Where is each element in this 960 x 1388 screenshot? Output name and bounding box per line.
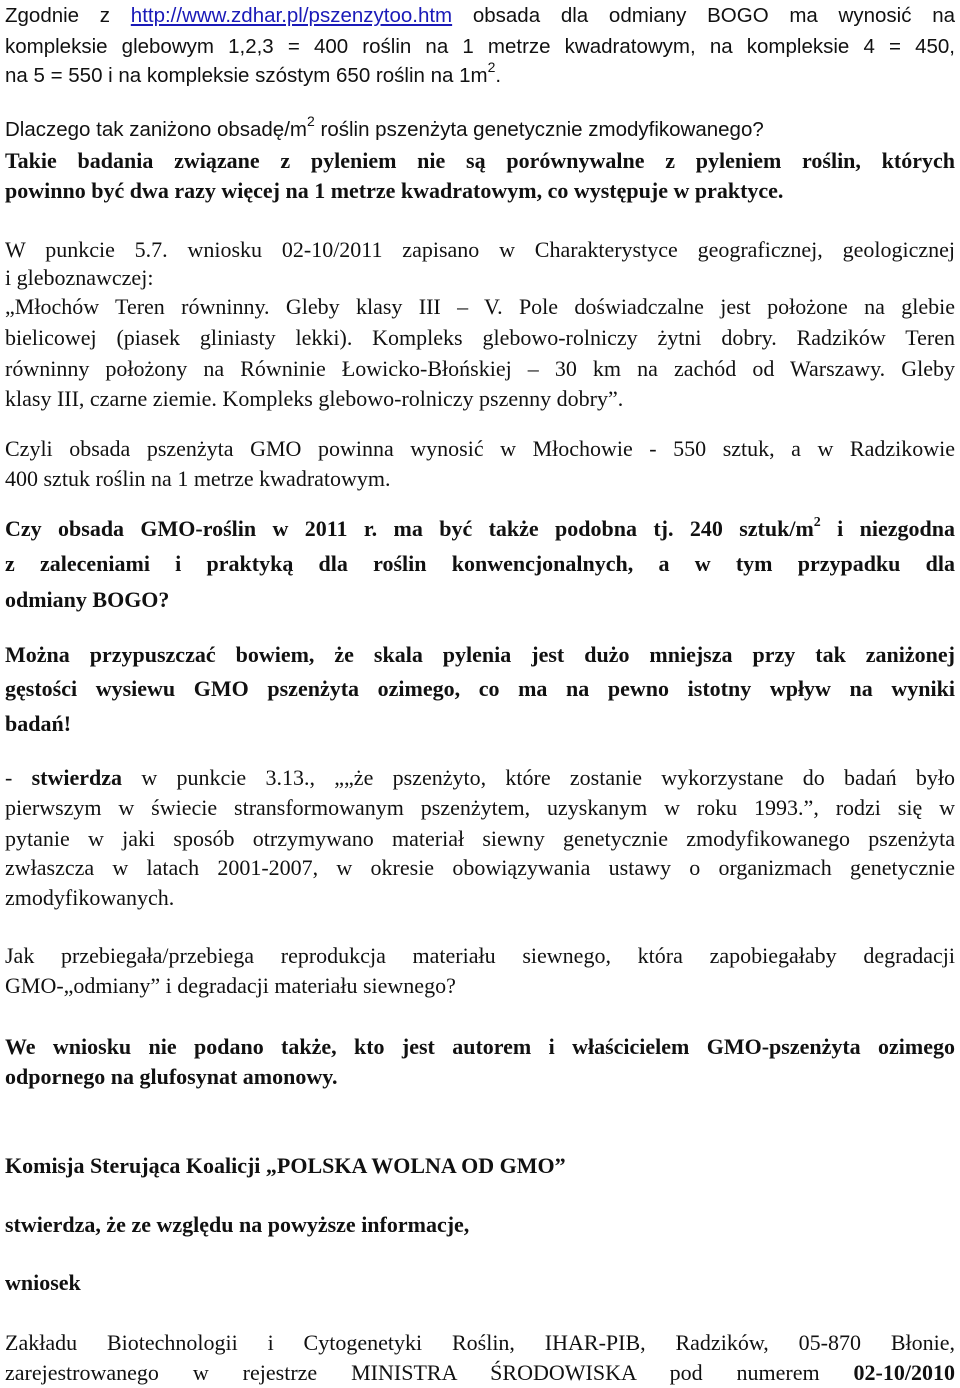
bold1-line2: powinno być dwa razy więcej na 1 metrze kwadratowym, co występuje w praktyce. bbox=[5, 178, 784, 203]
para1-text: na 5 = 550 i na kompleksie szóstym 650 roślin na 1m bbox=[5, 64, 488, 87]
para2-line6: klasy III, czarne ziemie. Kompleks glebowo-rolniczy pszenny dobry”. bbox=[5, 386, 624, 411]
source-link[interactable]: http://www.zdhar.pl/pszenzytoo.htm bbox=[130, 4, 453, 27]
question-text: roślin pszenżyta genetycznie zmodyfikowanego? bbox=[314, 118, 764, 141]
para4-line3: pytanie w jaki sposób otrzymywano materiał siewny genetycznie zmodyfikowanego pszenżyta bbox=[5, 826, 955, 851]
para3-line2: 400 sztuk roślin na 1 metrze kwadratowym. bbox=[5, 466, 391, 491]
bold2-line2: z zaleceniami i praktyką dla roślin konwencjonalnych, a w tym przypadku dla bbox=[5, 551, 955, 576]
para1-line2: kompleksie glebowym 1,2,3 = 400 roślin na 1 metrze kwadratowym, na kompleksie 4 = 450, bbox=[5, 35, 955, 58]
para4-line5: zmodyfikowanych. bbox=[5, 885, 175, 910]
para4-line1 bbox=[5, 765, 955, 791]
superscript: 2 bbox=[307, 113, 315, 130]
para2-line3: „Młochów Teren równinny. Gleby klasy III – V. Pole doświadczalne jest położone na glebie bbox=[5, 294, 955, 319]
bold4-line1: We wniosku nie podano także, kto jest autorem i właścicielem GMO-pszenżyta ozimego bbox=[5, 1034, 955, 1059]
superscript: 2 bbox=[813, 514, 821, 530]
closing-text: zarejestrowanego w rejestrze MINISTRA ŚRODOWISKA pod numerem bbox=[5, 1360, 854, 1385]
bold1-line1: Takie badania związane z pyleniem nie są porównywalne z pyleniem roślin, których bbox=[5, 148, 955, 173]
para4-line2: pierwszym w świecie stransformowanym pszenżytem, uzyskanym w roku 1993.”, rodzi się w bbox=[5, 795, 955, 820]
para1-line3 bbox=[5, 59, 502, 88]
para1-text: obsada dla odmiany BOGO ma wynosić na bbox=[452, 4, 955, 27]
para5-line2: GMO-„odmiany” i degradacji materiału siewnego? bbox=[5, 973, 456, 998]
bold3-line1: Można przypuszczać bowiem, że skala pylenia jest dużo mniejsza przy tak zaniżonej bbox=[5, 642, 955, 667]
question-text: Dlaczego tak zaniżono obsadę/m bbox=[5, 118, 307, 141]
bold4-line2: odpornego na glufosynat amonowy. bbox=[5, 1064, 338, 1089]
question-line bbox=[5, 113, 764, 142]
closing-line2 bbox=[5, 1360, 955, 1386]
stwierdza-line: stwierdza, że ze względu na powyższe informacje, bbox=[5, 1212, 470, 1237]
bold3-line3: badań! bbox=[5, 711, 72, 736]
para4-text: w punkcie 3.13., „„że pszenżyto, które zostanie wykorzystane do badań było bbox=[122, 765, 955, 790]
para4-bold-word: stwierdza bbox=[31, 765, 123, 790]
para5-line1: Jak przebiegała/przebiega reprodukcja materiału siewnego, która zapobiegałaby degradacji bbox=[5, 943, 955, 968]
para4-text: - bbox=[5, 765, 32, 790]
para1-text: Zgodnie z bbox=[5, 4, 131, 27]
para2-line5: równinny położony na Równinie Łowicko-Błońskiej – 30 km na zachód od Warszawy. Gleby bbox=[5, 356, 955, 381]
para2-line2: i gleboznawczej: bbox=[5, 265, 154, 290]
bold2-line3: odmiany BOGO? bbox=[5, 587, 170, 612]
para1-line1 bbox=[5, 4, 955, 28]
closing-line1: Zakładu Biotechnologii i Cytogenetyki Roślin, IHAR-PIB, Radzików, 05-870 Błonie, bbox=[5, 1330, 955, 1355]
bold3-line2: gęstości wysiewu GMO pszenżyta ozimego, co ma na pewno istotny wpływ na wyniki bbox=[5, 676, 955, 701]
para2-line4: bielicowej (piasek gliniasty lekki). Kompleks glebowo-rolniczy żytni dobry. Radzików Teren bbox=[5, 325, 955, 350]
superscript: 2 bbox=[487, 59, 496, 76]
registry-number: 02-10/2010 bbox=[853, 1360, 955, 1385]
bold2-text: i niezgodna bbox=[820, 516, 955, 541]
para3-line1: Czyli obsada pszenżyta GMO powinna wynosić w Młochowie - 550 sztuk, a w Radzikowie bbox=[5, 436, 955, 461]
wniosek-line: wniosek bbox=[5, 1270, 81, 1295]
bold2-text: Czy obsada GMO-roślin w 2011 r. ma być także podobna tj. 240 sztuk/m bbox=[5, 516, 814, 541]
para2-line1: W punkcie 5.7. wniosku 02-10/2011 zapisano w Charakterystyce geograficznej, geologicznej bbox=[5, 237, 955, 262]
para1-text: . bbox=[495, 64, 502, 87]
bold2-line1 bbox=[5, 516, 955, 542]
para4-line4: zwłaszcza w latach 2001-2007, w okresie obowiązywania ustawy o organizmach genetycznie bbox=[5, 855, 955, 880]
komisja-heading: Komisja Sterująca Koalicji „POLSKA WOLNA OD GMO” bbox=[5, 1153, 566, 1178]
